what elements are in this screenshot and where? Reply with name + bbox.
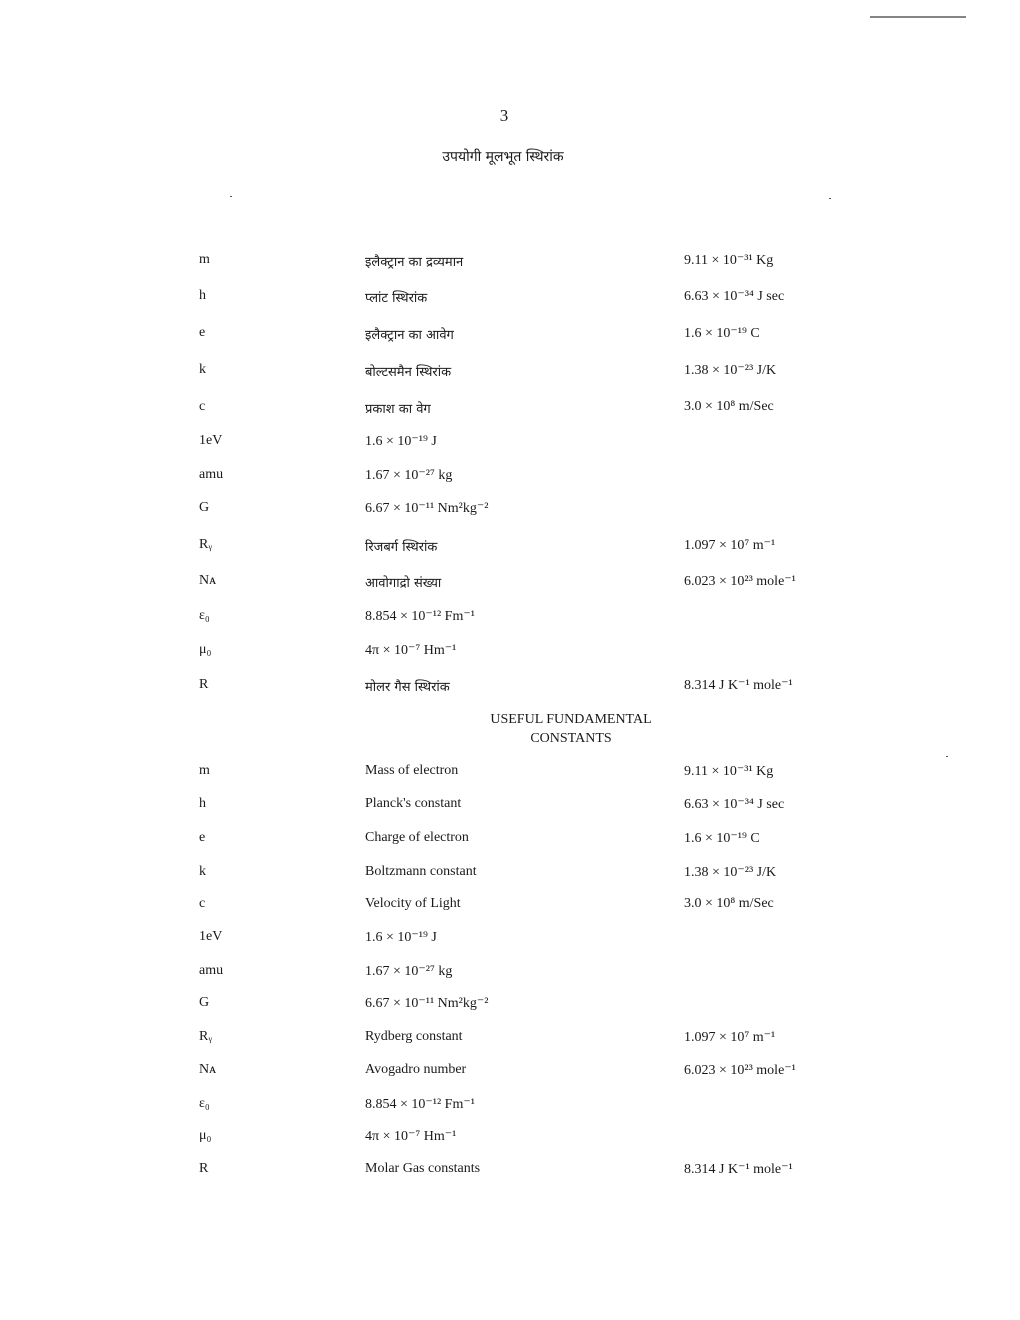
symbol: R [199, 677, 209, 692]
table-row [0, 1096, 1020, 1120]
table-row [0, 929, 1020, 953]
name: Rydberg constant [365, 1029, 463, 1044]
symbol: μ₀ [199, 642, 212, 657]
value: 6.63 × 10⁻³⁴ J sec [684, 797, 785, 812]
symbol: ε₀ [199, 1096, 210, 1111]
symbol: G [199, 500, 210, 515]
name: 1.6 × 10⁻¹⁹ J [365, 434, 437, 449]
symbol: 1eV [199, 433, 223, 448]
name: 8.854 × 10⁻¹² Fm⁻¹ [365, 1097, 475, 1112]
name: Planck's constant [365, 796, 462, 811]
table-row [0, 1161, 1020, 1185]
table-row [0, 864, 1020, 888]
table-row [0, 433, 1020, 457]
table-row [0, 963, 1020, 987]
table-row [0, 677, 1020, 701]
name: इलैक्ट्रान का द्रव्यमान [365, 255, 464, 270]
value: 6.023 × 10²³ mole⁻¹ [684, 574, 796, 589]
name: Velocity of Light [365, 896, 461, 911]
symbol: Rᵧ [199, 1029, 213, 1044]
name: 6.67 × 10⁻¹¹ Nm²kg⁻² [365, 501, 489, 516]
symbol: Nᴀ [199, 1062, 217, 1077]
name: रिजबर्ग स्थिरांक [365, 540, 438, 555]
symbol: h [199, 288, 206, 303]
table-row [0, 325, 1020, 349]
symbol: e [199, 830, 206, 845]
table-row [0, 830, 1020, 854]
english-title-line-2: CONSTANTS [530, 731, 612, 746]
table-row [0, 573, 1020, 597]
symbol: m [199, 252, 210, 267]
symbol: k [199, 864, 206, 879]
value: 9.11 × 10⁻³¹ Kg [684, 253, 774, 268]
value: 3.0 × 10⁸ m/Sec [684, 399, 774, 414]
name: 1.6 × 10⁻¹⁹ J [365, 930, 437, 945]
value: 6.023 × 10²³ mole⁻¹ [684, 1063, 796, 1078]
table-row [0, 252, 1020, 276]
page-number: 3 [499, 106, 509, 125]
name: 1.67 × 10⁻²⁷ kg [365, 468, 453, 483]
table-row [0, 796, 1020, 820]
symbol: amu [199, 467, 224, 482]
table-row [0, 1062, 1020, 1086]
scan-speck [946, 756, 948, 757]
value: 1.6 × 10⁻¹⁹ C [684, 831, 760, 846]
table-row [0, 1029, 1020, 1053]
symbol: Nᴀ [199, 573, 217, 588]
symbol: μ₀ [199, 1128, 212, 1143]
symbol: ε₀ [199, 608, 210, 623]
name: 8.854 × 10⁻¹² Fm⁻¹ [365, 609, 475, 624]
name: Mass of electron [365, 763, 459, 778]
english-title-line-1: USEFUL FUNDAMENTAL [490, 712, 652, 727]
name: आवोगाद्रो संख्या [365, 576, 442, 591]
hindi-title: उपयोगी मूलभूत स्थिरांक [442, 149, 564, 165]
table-row [0, 537, 1020, 561]
symbol: R [199, 1161, 209, 1176]
name: मोलर गैस स्थिरांक [365, 680, 450, 695]
name: Avogadro number [365, 1062, 467, 1077]
value: 1.38 × 10⁻²³ J/K [684, 363, 777, 378]
name: Molar Gas constants [365, 1161, 481, 1176]
symbol: amu [199, 963, 224, 978]
symbol: 1eV [199, 929, 223, 944]
table-row [0, 500, 1020, 524]
value: 8.314 J K⁻¹ mole⁻¹ [684, 678, 793, 693]
name: 4π × 10⁻⁷ Hm⁻¹ [365, 643, 457, 658]
table-row [0, 608, 1020, 632]
value: 9.11 × 10⁻³¹ Kg [684, 764, 774, 779]
scan-speck [230, 196, 232, 197]
scan-speck [829, 198, 831, 199]
value: 1.097 × 10⁷ m⁻¹ [684, 538, 776, 553]
name: 6.67 × 10⁻¹¹ Nm²kg⁻² [365, 996, 489, 1011]
table-row [0, 399, 1020, 423]
english-title [0, 710, 1020, 748]
name: प्लांट स्थिरांक [365, 291, 428, 306]
symbol: m [199, 763, 210, 778]
table-row [0, 288, 1020, 312]
value: 1.097 × 10⁷ m⁻¹ [684, 1030, 776, 1045]
name: 4π × 10⁻⁷ Hm⁻¹ [365, 1129, 457, 1144]
symbol: k [199, 362, 206, 377]
scan-artifact [870, 16, 966, 18]
table-row [0, 362, 1020, 386]
table-row [0, 467, 1020, 491]
symbol: Rᵧ [199, 537, 213, 552]
symbol: e [199, 325, 206, 340]
value: 8.314 J K⁻¹ mole⁻¹ [684, 1162, 793, 1177]
table-row [0, 642, 1020, 666]
value: 1.6 × 10⁻¹⁹ C [684, 326, 760, 341]
table-row [0, 896, 1020, 920]
table-row [0, 763, 1020, 787]
table-row [0, 1128, 1020, 1152]
name: प्रकाश का वेग [365, 402, 431, 417]
name: इलैक्ट्रान का आवेग [365, 328, 454, 343]
symbol: h [199, 796, 206, 811]
value: 6.63 × 10⁻³⁴ J sec [684, 289, 785, 304]
name: 1.67 × 10⁻²⁷ kg [365, 964, 453, 979]
name: Boltzmann constant [365, 864, 477, 879]
name: Charge of electron [365, 830, 469, 845]
symbol: G [199, 995, 210, 1010]
name: बोल्टसमैन स्थिरांक [365, 365, 452, 380]
table-row [0, 995, 1020, 1019]
value: 1.38 × 10⁻²³ J/K [684, 865, 777, 880]
symbol: c [199, 896, 206, 911]
symbol: c [199, 399, 206, 414]
value: 3.0 × 10⁸ m/Sec [684, 896, 774, 911]
